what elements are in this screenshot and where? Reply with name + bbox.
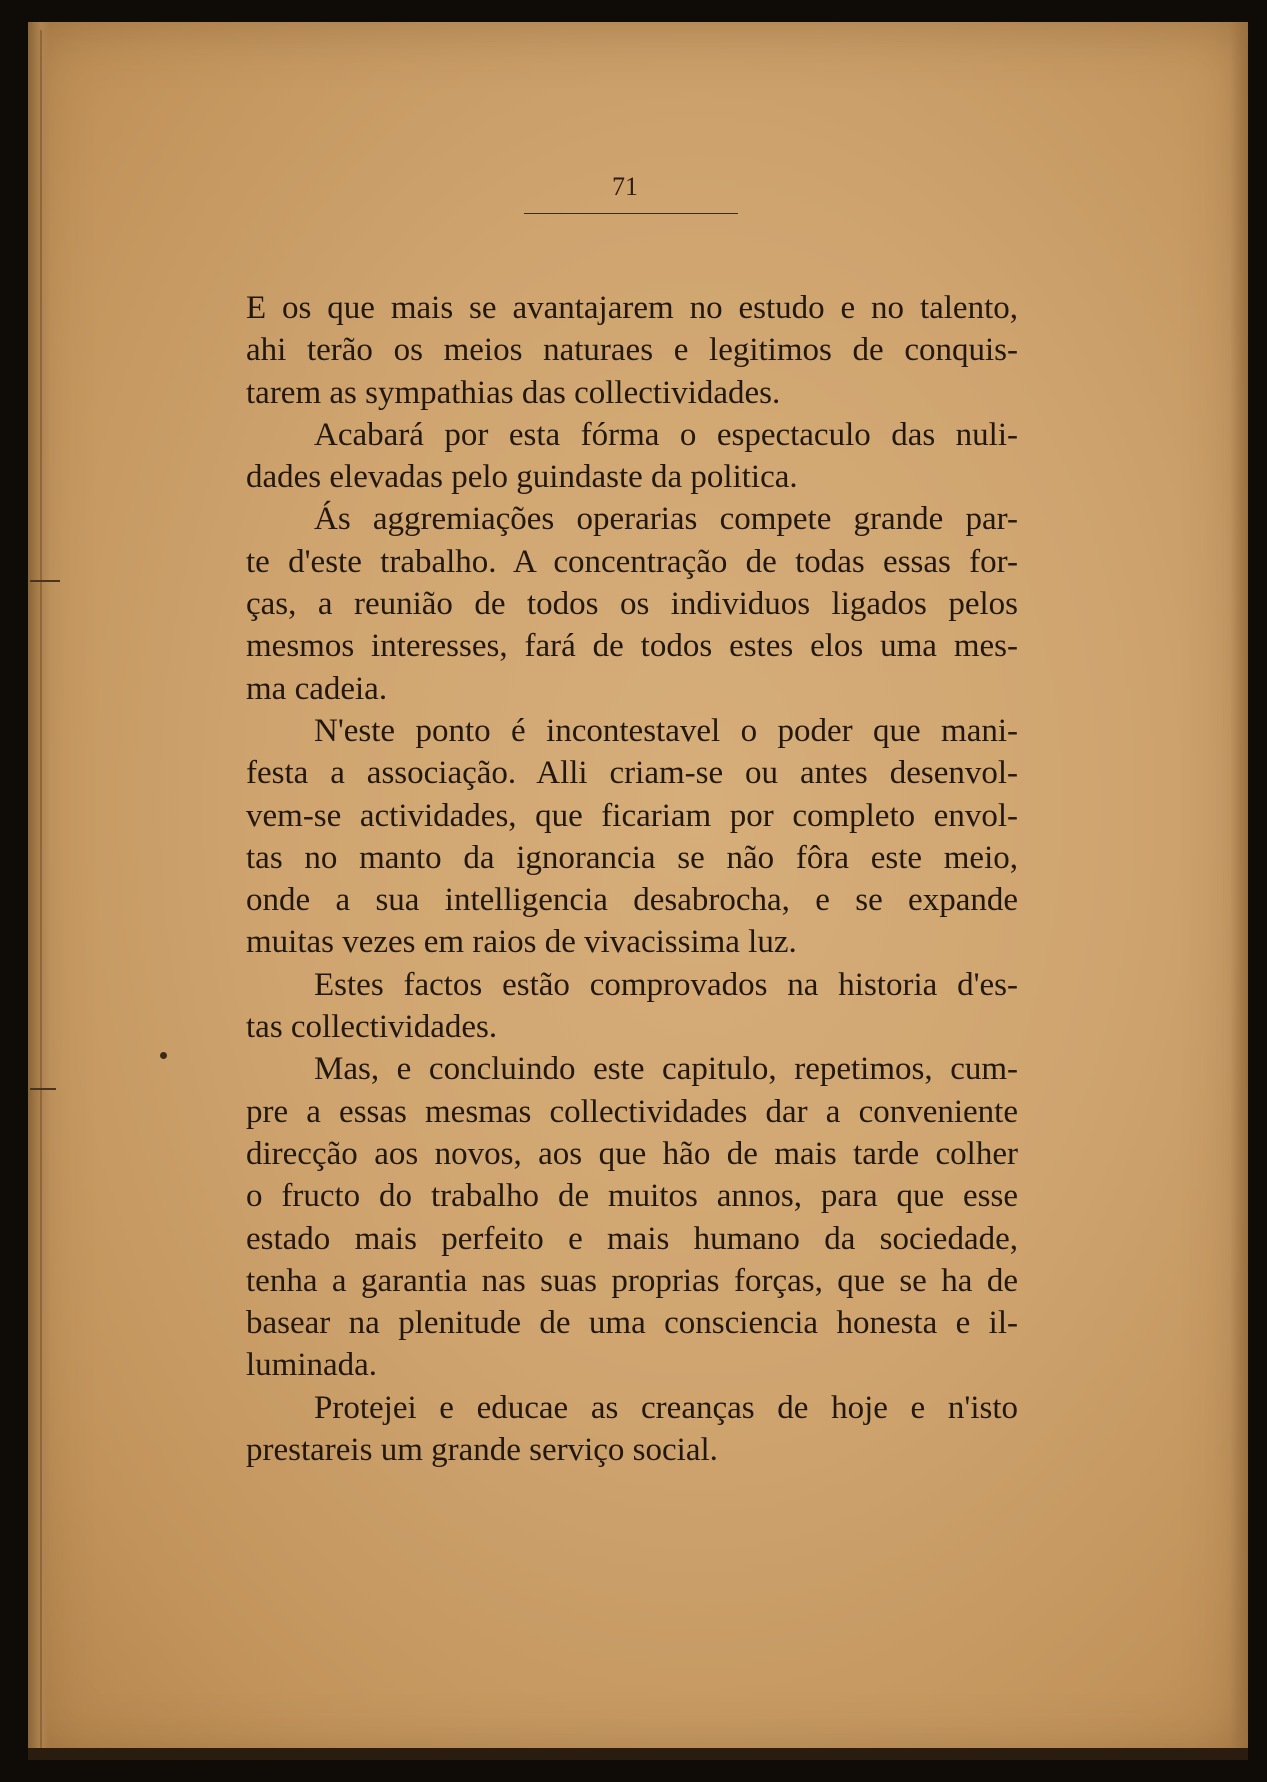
text-line: ahi terão os meios naturaes e legitimos de conquis-: [246, 332, 1018, 369]
text-line: basear na plenitude de uma consciencia honesta e il-: [246, 1305, 1018, 1342]
text-line: festa a associação. Alli criam-se ou antes desenvol-: [246, 755, 1018, 792]
text-line: luminada.: [246, 1347, 378, 1384]
binding-edge: [28, 22, 50, 1760]
text-line: tenha a garantia nas suas proprias forças, que se ha de: [246, 1262, 1018, 1299]
page-right-edge: [1230, 22, 1248, 1760]
text-line: onde a sua intelligencia desabrocha, e se expande: [246, 882, 1018, 919]
text-line: tas no manto da ignorancia se não fôra este meio,: [246, 839, 1018, 876]
text-line: estado mais perfeito e mais humano da sociedade,: [246, 1220, 1018, 1257]
body-text: [246, 287, 1018, 1471]
text-line: tarem as sympathias das collectividades.: [246, 374, 781, 411]
binding-thread-mark: [30, 1088, 56, 1090]
text-line: te d'este trabalho. A concentração de todas essas for-: [246, 543, 1018, 580]
text-line: ças, a reunião de todos os individuos ligados pelos: [246, 586, 1018, 623]
text-line: direcção aos novos, aos que hão de mais tarde colher: [246, 1135, 1018, 1172]
text-line: Ás aggremiações operarias compete grande par-: [314, 501, 1018, 538]
text-line: mesmos interesses, fará de todos estes elos uma mes-: [246, 628, 1018, 665]
page-bottom-edge: [28, 1748, 1248, 1760]
binding-thread-mark: [30, 580, 60, 582]
text-line: dades elevadas pelo guindaste da politica.: [246, 459, 798, 496]
binding-fold: [40, 30, 42, 1750]
text-line: E os que mais se avantajarem no estudo e no talento,: [246, 290, 1018, 326]
text-line: vem-se actividades, que ficariam por completo envol-: [246, 797, 1018, 834]
text-line: N'este ponto é incontestavel o poder que mani-: [314, 712, 1018, 749]
text-line: Mas, e concluindo este capitulo, repetimos, cum-: [314, 1051, 1018, 1088]
text-line: tas collectividades.: [246, 1009, 498, 1046]
text-line: prestareis um grande serviço social.: [246, 1432, 718, 1469]
text-line: pre a essas mesmas collectividades dar a conveniente: [246, 1093, 1018, 1130]
text-line: ma cadeia.: [246, 670, 388, 707]
page-number: 71: [612, 172, 638, 201]
header-rule: [524, 213, 738, 214]
text-line: Acabará por esta fórma o espectaculo das nuli-: [314, 416, 1018, 453]
text-line: o fructo do trabalho de muitos annos, para que esse: [246, 1178, 1018, 1215]
ink-spot: [160, 1052, 167, 1059]
text-line: Protejei e educae as creanças de hoje e n'isto: [314, 1389, 1018, 1426]
text-line: Estes factos estão comprovados na historia d'es-: [314, 966, 1018, 1003]
text-line: muitas vezes em raios de vivacissima luz.: [246, 924, 797, 961]
